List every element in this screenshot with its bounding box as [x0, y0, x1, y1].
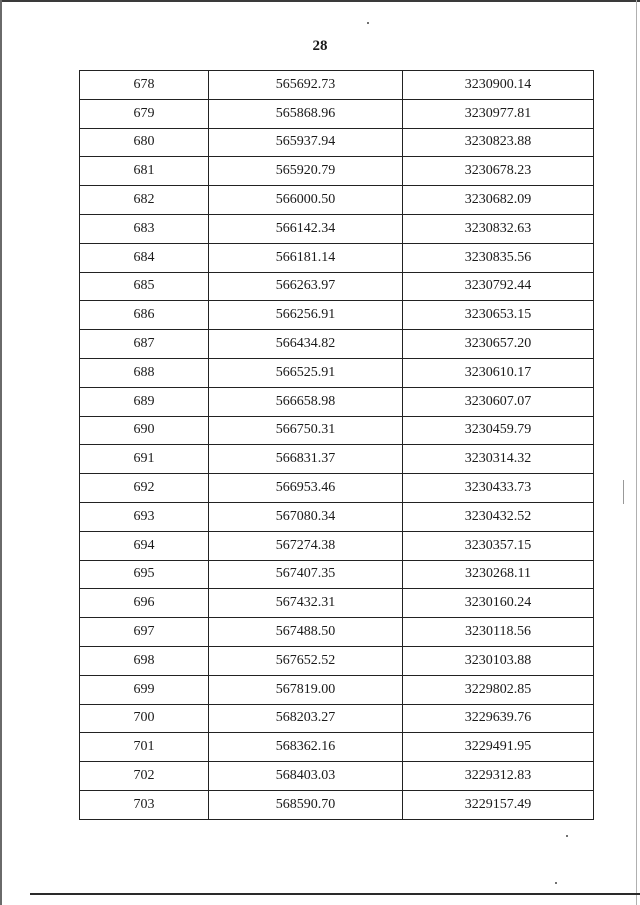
table-row	[80, 71, 594, 100]
y-coordinate-cell: 3230433.73	[403, 474, 594, 503]
y-coordinate-cell: 3230682.09	[403, 186, 594, 215]
x-coordinate-cell: 568403.03	[209, 762, 403, 791]
x-coordinate-cell: 567080.34	[209, 502, 403, 531]
x-coordinate-cell: 565937.94	[209, 128, 403, 157]
x-coordinate-cell: 566953.46	[209, 474, 403, 503]
table-row	[80, 618, 594, 647]
table-row	[80, 99, 594, 128]
point-id-cell: 688	[80, 358, 209, 387]
scan-speck	[623, 480, 624, 504]
y-coordinate-cell: 3230432.52	[403, 502, 594, 531]
point-id-cell: 695	[80, 560, 209, 589]
x-coordinate-cell: 566263.97	[209, 272, 403, 301]
table-row	[80, 733, 594, 762]
point-id-cell: 681	[80, 157, 209, 186]
scan-edge-left	[0, 0, 2, 905]
y-coordinate-cell: 3230607.07	[403, 387, 594, 416]
point-id-cell: 690	[80, 416, 209, 445]
table-row	[80, 301, 594, 330]
scan-edge-right	[636, 0, 637, 905]
point-id-cell: 687	[80, 330, 209, 359]
point-id-cell: 700	[80, 704, 209, 733]
y-coordinate-cell: 3229157.49	[403, 790, 594, 819]
scan-edge-top	[0, 0, 640, 2]
y-coordinate-cell: 3230357.15	[403, 531, 594, 560]
point-id-cell: 697	[80, 618, 209, 647]
table-row	[80, 704, 594, 733]
point-id-cell: 694	[80, 531, 209, 560]
point-id-cell: 698	[80, 646, 209, 675]
x-coordinate-cell: 566181.14	[209, 243, 403, 272]
x-coordinate-cell: 567819.00	[209, 675, 403, 704]
point-id-cell: 679	[80, 99, 209, 128]
scan-edge-bottom	[30, 893, 640, 895]
table-row	[80, 762, 594, 791]
table-row	[80, 186, 594, 215]
y-coordinate-cell: 3230792.44	[403, 272, 594, 301]
point-id-cell: 703	[80, 790, 209, 819]
y-coordinate-cell: 3230823.88	[403, 128, 594, 157]
table-row	[80, 358, 594, 387]
point-id-cell: 682	[80, 186, 209, 215]
x-coordinate-cell: 566434.82	[209, 330, 403, 359]
table-row	[80, 330, 594, 359]
table-row	[80, 589, 594, 618]
x-coordinate-cell: 566525.91	[209, 358, 403, 387]
y-coordinate-cell: 3230118.56	[403, 618, 594, 647]
point-id-cell: 691	[80, 445, 209, 474]
y-coordinate-cell: 3230657.20	[403, 330, 594, 359]
point-id-cell: 689	[80, 387, 209, 416]
x-coordinate-cell: 567488.50	[209, 618, 403, 647]
y-coordinate-cell: 3230835.56	[403, 243, 594, 272]
y-coordinate-cell: 3230900.14	[403, 71, 594, 100]
table-row	[80, 387, 594, 416]
x-coordinate-cell: 566658.98	[209, 387, 403, 416]
table-row	[80, 214, 594, 243]
y-coordinate-cell: 3229639.76	[403, 704, 594, 733]
x-coordinate-cell: 568590.70	[209, 790, 403, 819]
table-row	[80, 560, 594, 589]
y-coordinate-cell: 3230832.63	[403, 214, 594, 243]
y-coordinate-cell: 3229802.85	[403, 675, 594, 704]
y-coordinate-cell: 3230459.79	[403, 416, 594, 445]
y-coordinate-cell: 3230610.17	[403, 358, 594, 387]
y-coordinate-cell: 3230314.32	[403, 445, 594, 474]
y-coordinate-cell: 3230103.88	[403, 646, 594, 675]
point-id-cell: 693	[80, 502, 209, 531]
table-row	[80, 675, 594, 704]
x-coordinate-cell: 566142.34	[209, 214, 403, 243]
table-row	[80, 445, 594, 474]
x-coordinate-cell: 567274.38	[209, 531, 403, 560]
x-coordinate-cell: 568362.16	[209, 733, 403, 762]
point-id-cell: 680	[80, 128, 209, 157]
x-coordinate-cell: 565868.96	[209, 99, 403, 128]
point-id-cell: 683	[80, 214, 209, 243]
table-row	[80, 243, 594, 272]
x-coordinate-cell: 565692.73	[209, 71, 403, 100]
y-coordinate-cell: 3230160.24	[403, 589, 594, 618]
point-id-cell: 684	[80, 243, 209, 272]
page-number: 28	[312, 38, 328, 54]
table-row	[80, 416, 594, 445]
table-row	[80, 502, 594, 531]
scan-speck	[367, 22, 369, 24]
table-row	[80, 272, 594, 301]
x-coordinate-cell: 566000.50	[209, 186, 403, 215]
table-row	[80, 474, 594, 503]
point-id-cell: 685	[80, 272, 209, 301]
x-coordinate-cell: 567652.52	[209, 646, 403, 675]
point-id-cell: 686	[80, 301, 209, 330]
x-coordinate-cell: 566831.37	[209, 445, 403, 474]
x-coordinate-cell: 567432.31	[209, 589, 403, 618]
x-coordinate-cell: 565920.79	[209, 157, 403, 186]
coordinate-table	[79, 70, 594, 820]
x-coordinate-cell: 566256.91	[209, 301, 403, 330]
x-coordinate-cell: 567407.35	[209, 560, 403, 589]
coordinate-table-body	[80, 71, 594, 820]
point-id-cell: 702	[80, 762, 209, 791]
point-id-cell: 692	[80, 474, 209, 503]
y-coordinate-cell: 3229312.83	[403, 762, 594, 791]
table-row	[80, 531, 594, 560]
y-coordinate-cell: 3230268.11	[403, 560, 594, 589]
point-id-cell: 678	[80, 71, 209, 100]
table-row	[80, 128, 594, 157]
table-row	[80, 790, 594, 819]
y-coordinate-cell: 3230678.23	[403, 157, 594, 186]
table-row	[80, 646, 594, 675]
point-id-cell: 699	[80, 675, 209, 704]
table-row	[80, 157, 594, 186]
scan-speck	[555, 882, 557, 884]
scan-speck	[566, 835, 568, 837]
point-id-cell: 701	[80, 733, 209, 762]
y-coordinate-cell: 3229491.95	[403, 733, 594, 762]
y-coordinate-cell: 3230977.81	[403, 99, 594, 128]
y-coordinate-cell: 3230653.15	[403, 301, 594, 330]
x-coordinate-cell: 568203.27	[209, 704, 403, 733]
point-id-cell: 696	[80, 589, 209, 618]
x-coordinate-cell: 566750.31	[209, 416, 403, 445]
